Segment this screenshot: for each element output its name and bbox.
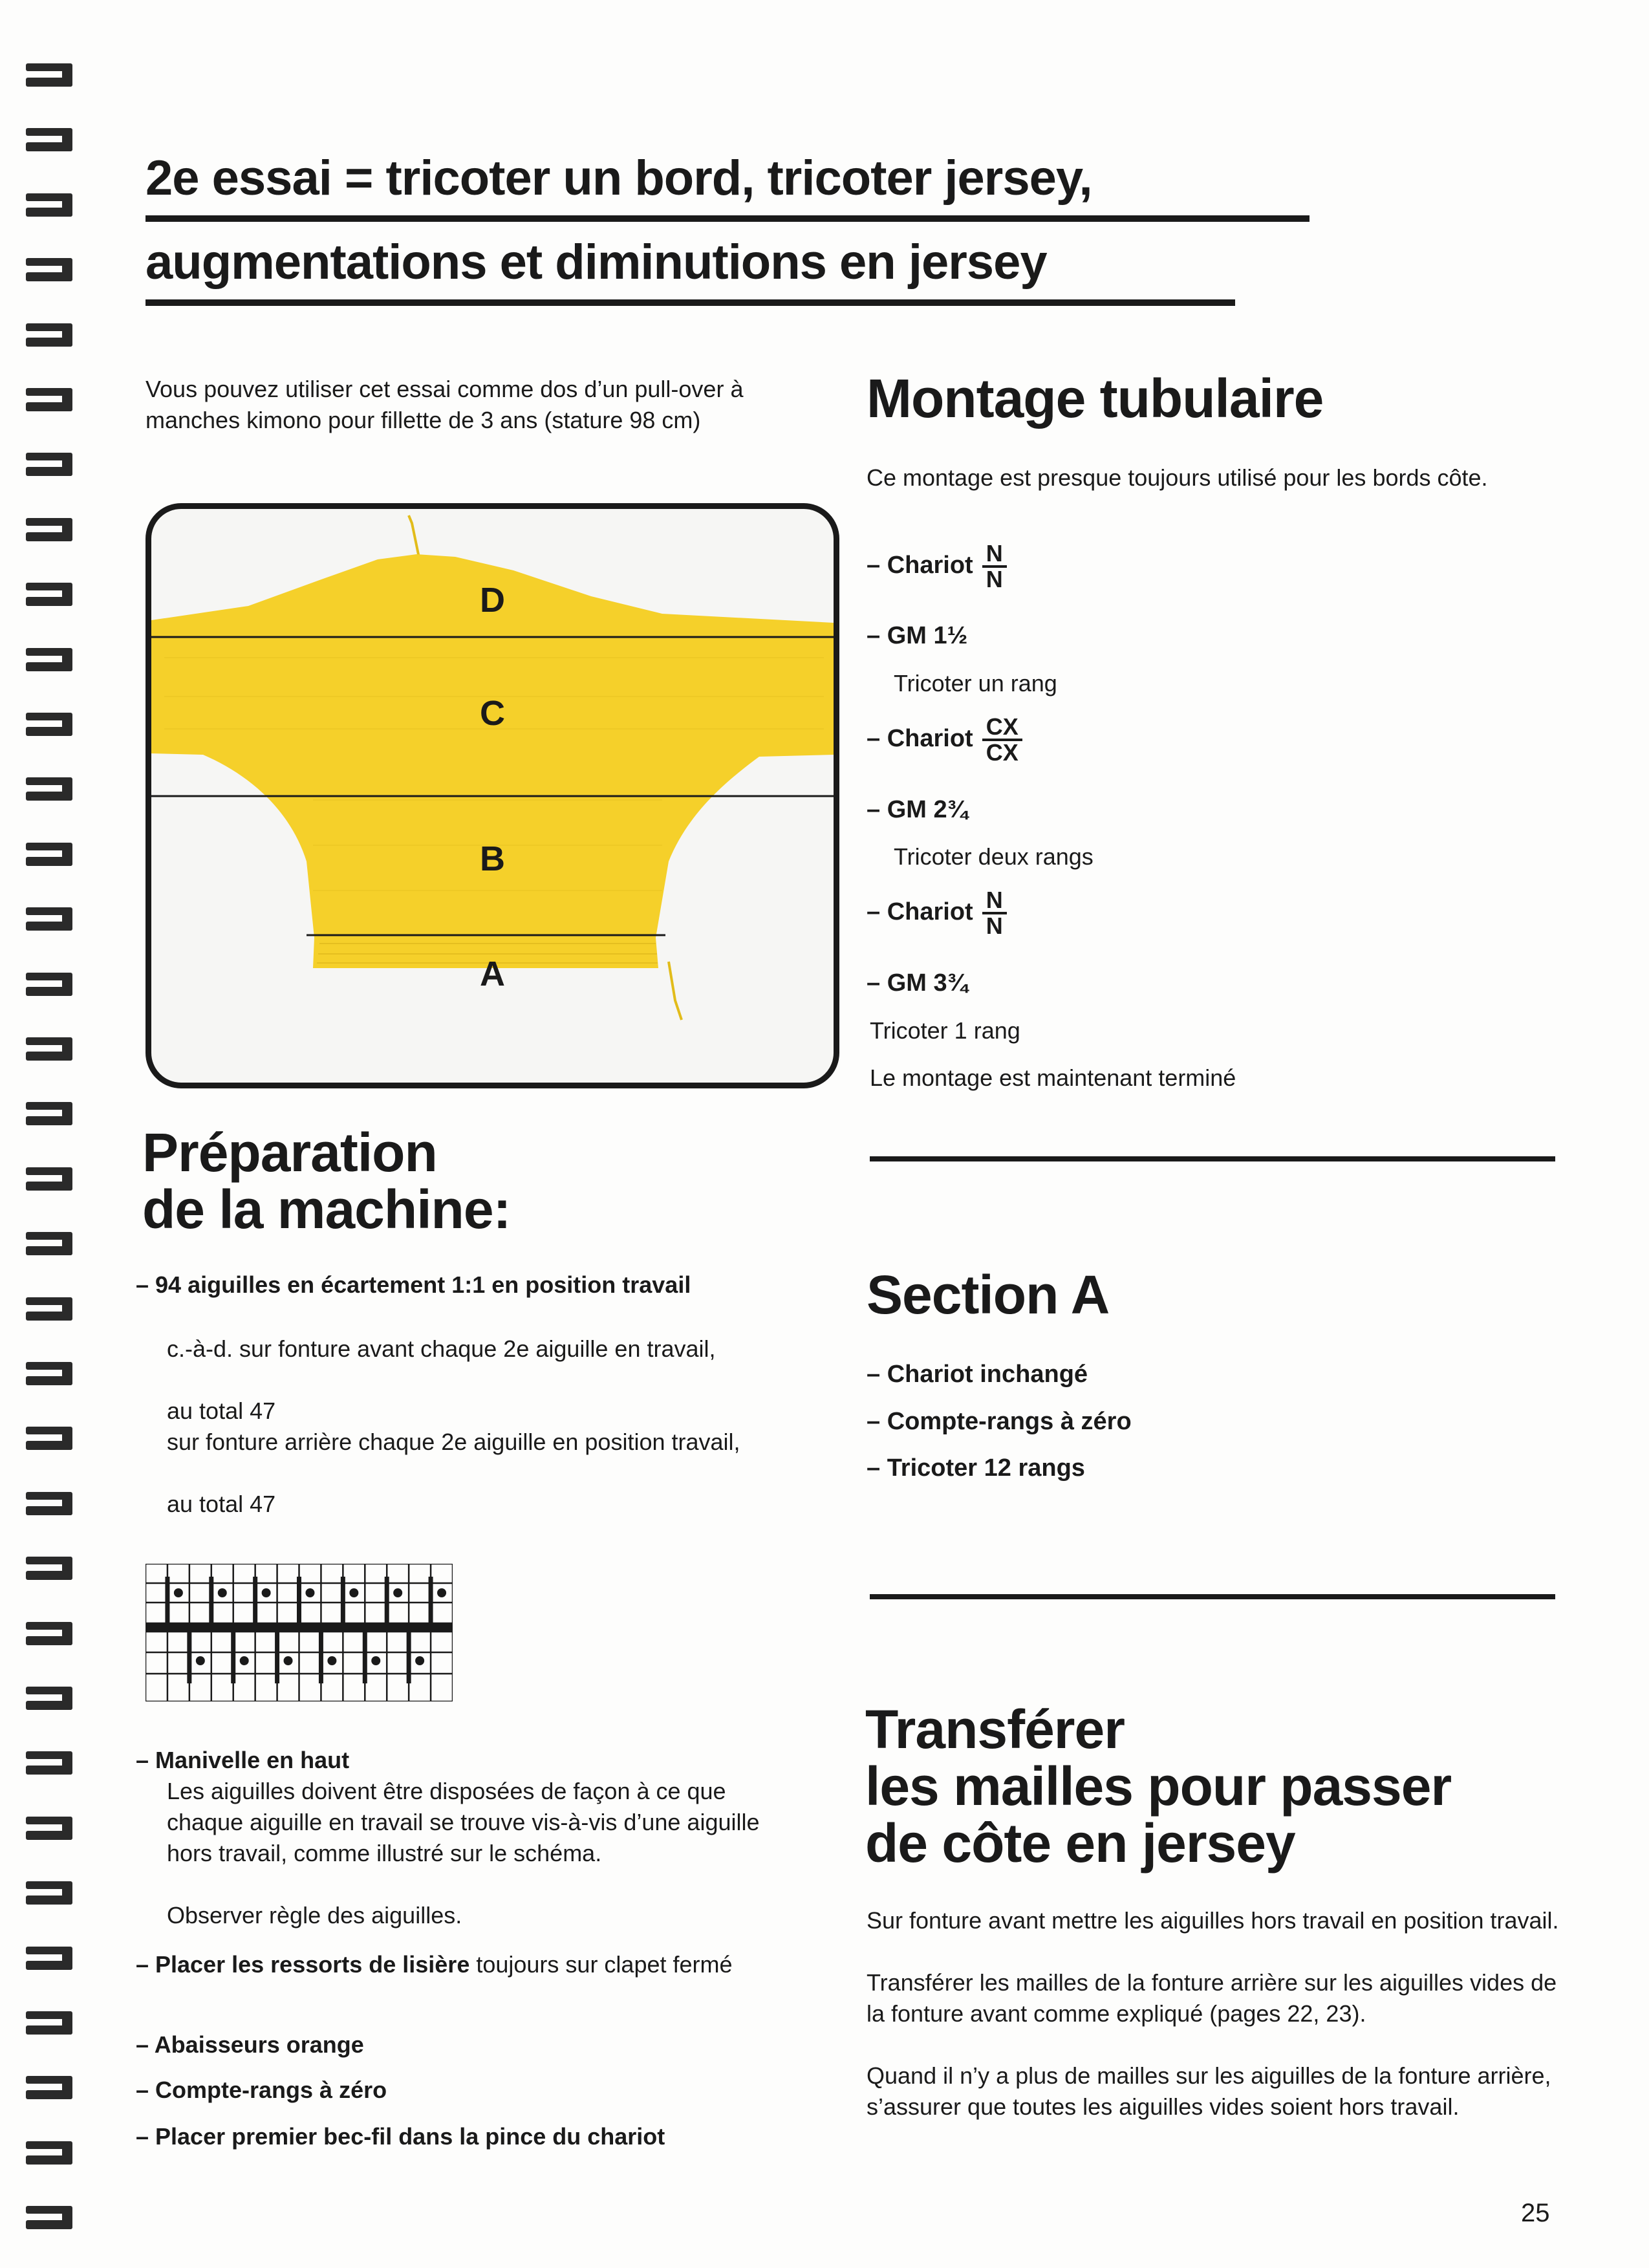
- section-label-a: A: [480, 955, 505, 993]
- montage-chariot-1-label: – Chariot: [867, 552, 973, 579]
- spiral-ring: [26, 2136, 78, 2170]
- montage-gm-2: – GM 2¾: [867, 796, 968, 823]
- montage-chariot-1-setting: [982, 542, 1007, 591]
- prep-item-lowerers: – Abaisseurs orange: [136, 2031, 364, 2058]
- section-label-b: B: [480, 839, 505, 878]
- spiral-ring: [26, 513, 78, 546]
- montage-gm-1-text: Tricoter un rang: [894, 670, 1057, 697]
- prep-item-springs: [136, 1949, 808, 1980]
- spiral-ring: [26, 1227, 78, 1260]
- stitch-dot: [437, 1588, 446, 1597]
- preparation-heading-line1: Préparation: [142, 1122, 437, 1183]
- spiral-ring: [26, 2071, 78, 2104]
- montage-chariot-3: [867, 889, 1007, 938]
- stitch-dot: [262, 1588, 271, 1597]
- spiral-ring: [26, 1292, 78, 1326]
- montage-chariot-2: [867, 715, 1022, 764]
- spiral-ring: [26, 1551, 78, 1585]
- montage-chariot-2-label: – Chariot: [867, 725, 973, 753]
- prep-item-row-counter: – Compte-rangs à zéro: [136, 2077, 387, 2103]
- section-label-c: C: [480, 694, 505, 733]
- spiral-ring: [26, 1032, 78, 1066]
- spiral-ring: [26, 2201, 78, 2234]
- sweater-figure: [146, 503, 839, 1088]
- spiral-ring: [26, 1617, 78, 1650]
- stitch-dot: [218, 1588, 227, 1597]
- prep-item-springs-bold: – Placer les ressorts de lisière: [136, 1951, 470, 1978]
- spiral-ring: [26, 1487, 78, 1520]
- spiral-ring: [26, 2006, 78, 2040]
- separator-2: [870, 1594, 1555, 1599]
- fraction-den: N: [986, 566, 1003, 592]
- prep-item-crank-detail-1: Les aiguilles doivent être disposées de façon à ce que chaque aiguille en travail se trouve vis-à-vis d’une aiguille hors travail, comme illustré sur le schéma.: [167, 1778, 760, 1866]
- prep-item-crank-detail-2: Observer règle des aiguilles.: [167, 1902, 462, 1928]
- prep-item-springs-rest: toujours sur clapet fermé: [469, 1951, 733, 1978]
- montage-heading: Montage tubulaire: [867, 368, 1324, 429]
- spiral-ring: [26, 1746, 78, 1780]
- separator-1: [870, 1156, 1555, 1161]
- montage-end-text: Le montage est maintenant terminé: [870, 1064, 1236, 1091]
- page-number: 25: [1521, 2199, 1550, 2227]
- montage-chariot-1: [867, 542, 1007, 591]
- transfer-para-2: Transférer les mailles de la fonture arrière sur les aiguilles vides de la fonture avant comme expliqué (pages 22, 23).: [867, 1969, 1557, 2027]
- fraction-den: CX: [986, 739, 1018, 766]
- spiral-binding: [26, 58, 84, 2244]
- spiral-ring: [26, 253, 78, 286]
- fraction-den: N: [986, 913, 1003, 939]
- title-underline-1: [146, 215, 1310, 222]
- fraction-num: N: [982, 542, 1007, 568]
- prep-item-needles-detail-2: au total 47: [167, 1398, 276, 1424]
- stitch-dot: [349, 1588, 358, 1597]
- spiral-ring: [26, 1421, 78, 1455]
- spiral-ring: [26, 902, 78, 936]
- transfer-heading-line2: les mailles pour passer: [865, 1756, 1452, 1817]
- spiral-ring: [26, 123, 78, 157]
- spiral-ring: [26, 383, 78, 416]
- spiral-ring: [26, 318, 78, 352]
- spiral-ring: [26, 707, 78, 741]
- stitch-dot: [196, 1656, 205, 1665]
- spiral-ring: [26, 1681, 78, 1715]
- spiral-ring: [26, 448, 78, 481]
- montage-gm-2-text: Tricoter deux rangs: [894, 843, 1094, 870]
- stitch-dot: [371, 1656, 380, 1665]
- section-label-d: D: [480, 581, 505, 620]
- spiral-ring: [26, 772, 78, 806]
- montage-intro: Ce montage est presque toujours utilisé pour les bords côte.: [867, 464, 1488, 491]
- montage-chariot-3-setting: [982, 889, 1007, 938]
- prep-item-needles-detail-4: au total 47: [167, 1491, 276, 1517]
- stitch-dot: [305, 1588, 314, 1597]
- spiral-ring: [26, 1941, 78, 1975]
- stitch-dot: [284, 1656, 293, 1665]
- prep-item-needles-detail-3: sur fonture arrière chaque 2e aiguille en position travail,: [167, 1429, 740, 1455]
- transfer-para-1: Sur fonture avant mettre les aiguilles hors travail en position travail.: [867, 1907, 1559, 1934]
- section-a-item-3: – Tricoter 12 rangs: [867, 1454, 1085, 1482]
- spiral-ring: [26, 1097, 78, 1130]
- prep-item-crank: – Manivelle en haut: [136, 1747, 350, 1773]
- section-a-item-1: – Chariot inchangé: [867, 1361, 1088, 1388]
- prep-item-yarn-feeder: – Placer premier bec-fil dans la pince du chariot: [136, 2123, 665, 2150]
- montage-chariot-3-label: – Chariot: [867, 898, 973, 926]
- needle-arrangement-diagram: [146, 1564, 453, 1701]
- page-title-line1: 2e essai = tricoter un bord, tricoter jersey,: [146, 151, 1092, 206]
- prep-item-needles: – 94 aiguilles en écartement 1:1 en position travail: [136, 1271, 691, 1298]
- prep-item-needles-detail-1: c.-à-d. sur fonture avant chaque 2e aiguille en travail,: [167, 1335, 716, 1362]
- spiral-ring: [26, 1357, 78, 1390]
- stitch-dot: [174, 1588, 183, 1597]
- title-underline-2: [146, 299, 1235, 306]
- montage-chariot-2-setting: [982, 715, 1022, 764]
- montage-gm-1: – GM 1½: [867, 622, 968, 649]
- spiral-ring: [26, 1811, 78, 1845]
- spiral-ring: [26, 578, 78, 611]
- spiral-ring: [26, 837, 78, 871]
- section-a-heading: Section A: [867, 1264, 1110, 1325]
- section-a-item-2: – Compte-rangs à zéro: [867, 1408, 1132, 1435]
- transfer-heading-line3: de côte en jersey: [865, 1813, 1295, 1874]
- stitch-dot: [393, 1588, 402, 1597]
- spiral-ring: [26, 967, 78, 1001]
- preparation-heading-line2: de la machine:: [142, 1179, 511, 1240]
- stitch-dot: [415, 1656, 424, 1665]
- transfer-heading-line1: Transférer: [865, 1699, 1125, 1760]
- spiral-ring: [26, 58, 78, 92]
- page-title-line2: augmentations et diminutions en jersey: [146, 235, 1047, 290]
- stitch-dot: [240, 1656, 249, 1665]
- spiral-ring: [26, 1876, 78, 1910]
- stitch-dot: [327, 1656, 336, 1665]
- spiral-ring: [26, 1162, 78, 1196]
- spiral-ring: [26, 643, 78, 676]
- fraction-num: CX: [982, 715, 1022, 741]
- fraction-num: N: [982, 889, 1007, 914]
- montage-gm-3-text: Tricoter 1 rang: [870, 1017, 1020, 1044]
- spiral-ring: [26, 188, 78, 222]
- intro-text: Vous pouvez utiliser cet essai comme dos d’un pull-over à manches kimono pour fillette de 3 ans (stature 98 cm): [146, 376, 744, 433]
- montage-gm-3: – GM 3¾: [867, 969, 968, 997]
- transfer-para-3: Quand il n’y a plus de mailles sur les aiguilles de la fonture arrière, s’assurer que toutes les aiguilles vides soient hors travail.: [867, 2062, 1551, 2120]
